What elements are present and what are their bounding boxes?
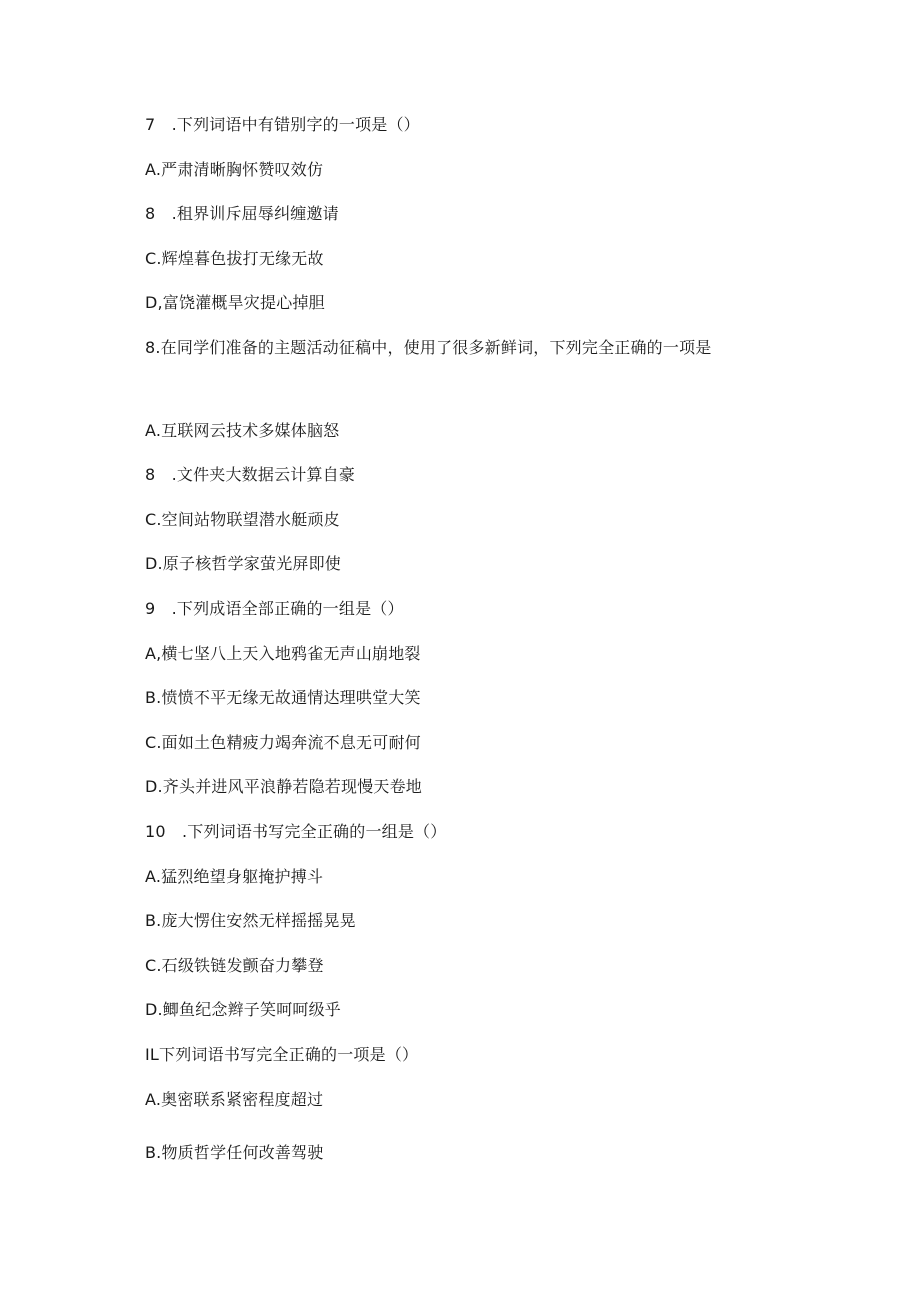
question-7-stem: 7 .下列词语中有错别字的一项是（） xyxy=(145,115,420,134)
question-10-option-d: D.鲫鱼纪念辫子笑呵呵级乎 xyxy=(145,1000,342,1019)
question-9-option-a: A,横七坚八上天入地鸦雀无声山崩地裂 xyxy=(145,644,421,663)
question-11-stem: IL下列词语书写完全正确的一项是（） xyxy=(145,1045,419,1064)
question-8-option-a: A.互联网云技术多媒体脑怒 xyxy=(145,421,340,440)
question-7-option-b: 8 .租界训斥屈辱纠缠邀请 xyxy=(145,204,339,223)
question-10-option-b: B.庞大愣住安然无样摇摇晃晃 xyxy=(145,911,356,930)
question-11-option-b: B.物质哲学任何改善驾驶 xyxy=(145,1143,324,1162)
question-10-option-a: A.猛烈绝望身躯掩护搏斗 xyxy=(145,867,324,886)
question-7-option-d: D,富饶灌概旱灾提心掉胆 xyxy=(145,293,325,312)
question-11-option-a: A.奥密联系紧密程度超过 xyxy=(145,1090,324,1109)
question-9-option-d: D.齐头并进风平浪静若隐若现慢天卷地 xyxy=(145,777,423,796)
question-7-option-c: C.辉煌暮色拔打无缘无故 xyxy=(145,249,324,268)
question-8-stem: 8.在同学们准备的主题活动征稿中，使用了很多新鲜词，下列完全正确的一项是 xyxy=(145,338,712,357)
question-7-option-a: A.严肃清晰胸怀赞叹效仿 xyxy=(145,160,324,179)
question-9-stem: 9 .下列成语全部正确的一组是（） xyxy=(145,599,404,618)
question-8-option-b: 8 .文件夹大数据云计算自豪 xyxy=(145,465,356,484)
question-10-stem: 10 .下列词语书写完全正确的一组是（） xyxy=(145,822,447,841)
question-9-option-c: C.面如土色精疲力竭奔流不息无可耐何 xyxy=(145,733,421,752)
question-9-option-b: B.愤愤不平无缘无故通情达理哄堂大笑 xyxy=(145,688,421,707)
question-10-option-c: C.石级铁链发颤奋力攀登 xyxy=(145,956,324,975)
question-8-option-c: C.空间站物联望潜水艇顽皮 xyxy=(145,510,340,529)
question-8-option-d: D.原子核哲学家萤光屏即使 xyxy=(145,554,342,573)
